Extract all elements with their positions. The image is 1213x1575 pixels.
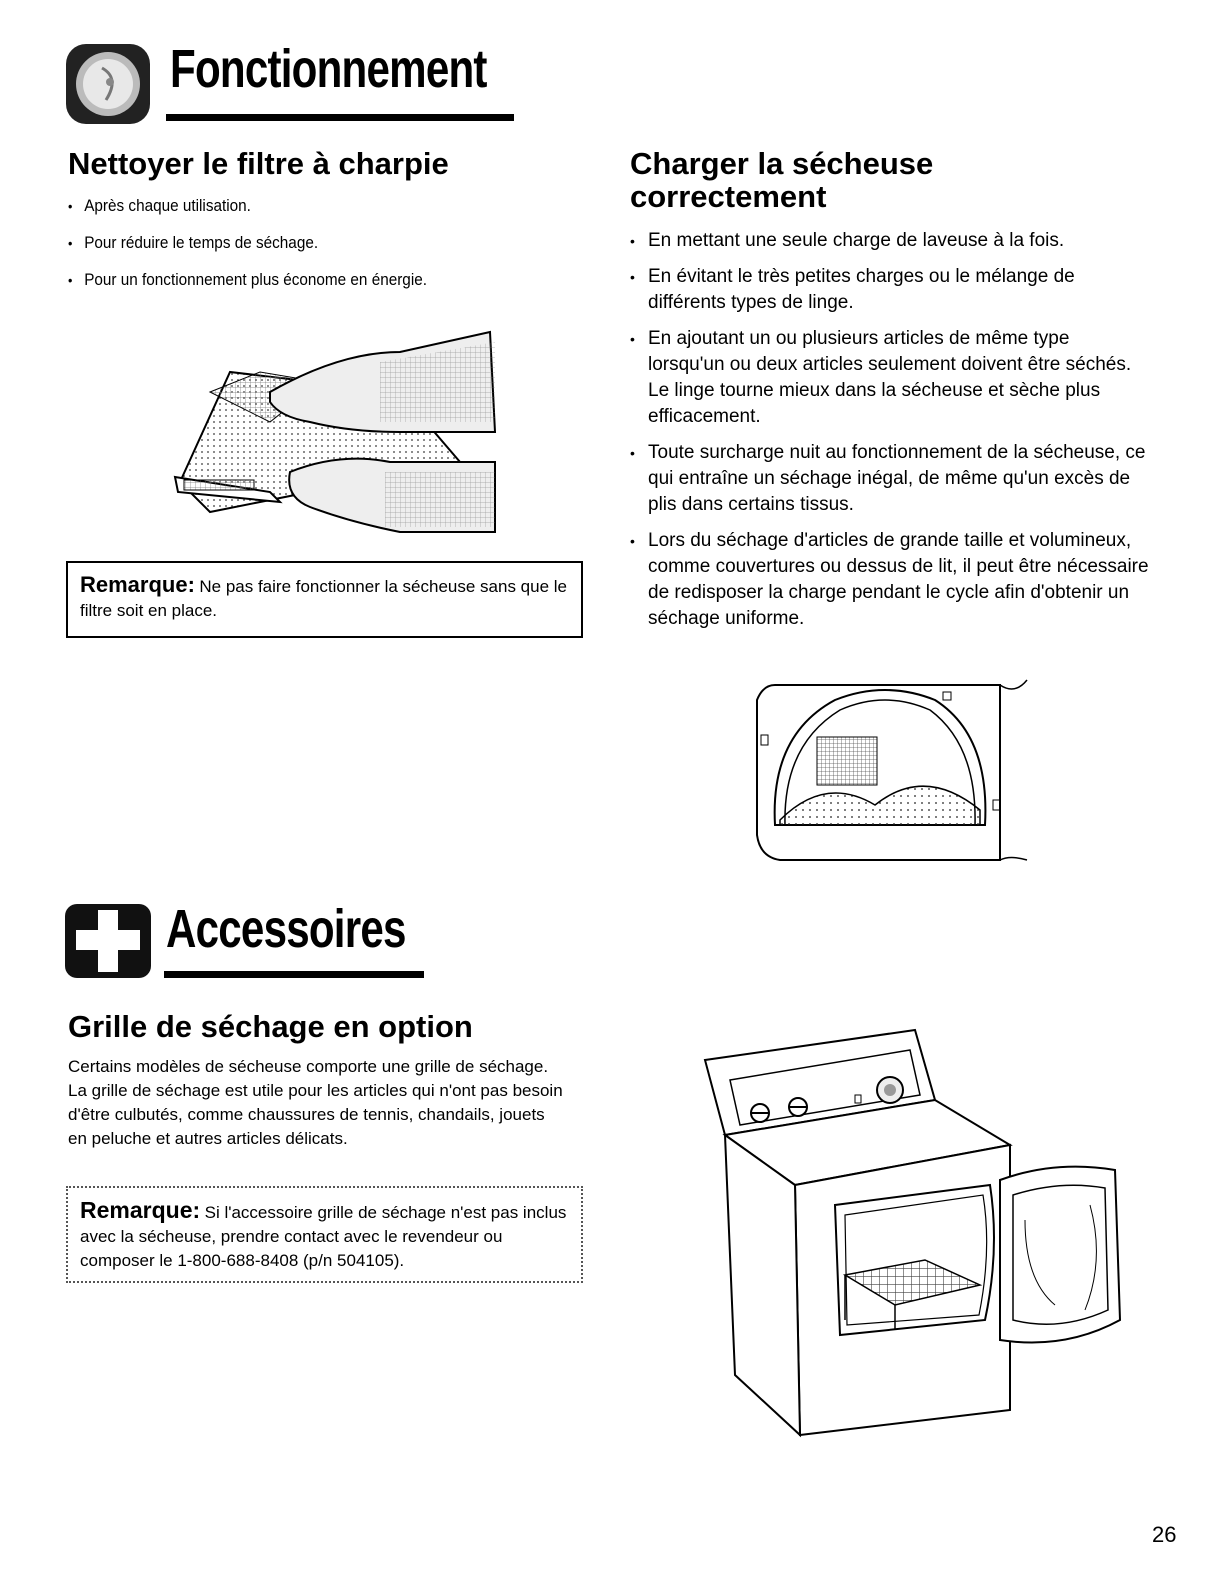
accessoires-rule [164, 971, 424, 978]
dryer-drum-illustration [745, 675, 1035, 865]
grille-body: Certains modèles de sécheuse comporte une grille de séchage. La grille de séchage est utile pour les articles qui n'ont pas besoin d'être culbutés, comme chaussures de tennis, chandails, jouets en peluche et autres articles délicats. [68, 1057, 563, 1148]
plus-cross-icon [62, 898, 154, 982]
filtre-note-box [66, 561, 583, 638]
charger-heading-line1: Charger la sécheuse [630, 146, 934, 181]
list-item: • En évitant le très petites charges ou le mélange de différents types de linge. [630, 264, 1150, 316]
note-text: Ne pas faire fonctionner la sécheuse sans que le filtre soit en place. [80, 577, 567, 620]
list-item: • En ajoutant un ou plusieurs articles de même type lorsqu'un ou deux articles seulement doivent être séchés. Le linge tourne mieux dans la sécheuse et sèche plus efficacement. [630, 326, 1150, 430]
note-text: Si l'accessoire grille de séchage n'est pas inclus avec la sécheuse, prendre contact avec le revendeur ou composer le 1-800-688-8408 (p/n 504105). [80, 1203, 567, 1270]
accessoires-title: Accessoires [166, 899, 406, 959]
filtre-bullet-list [68, 196, 588, 307]
fonctionnement-rule [166, 114, 514, 121]
charger-heading [630, 147, 933, 213]
list-item: • Toute surcharge nuit au fonctionnement de la sécheuse, ce qui entraîne un séchage inégal, de même qu'un excès de plis dans certains tissus. [630, 440, 1150, 518]
filtre-heading: Nettoyer le filtre à charpie [68, 146, 449, 181]
dryer-rack-illustration [695, 1020, 1130, 1455]
list-item: • Pour un fonctionnement plus économe en énergie. [68, 270, 536, 290]
list-item: • Après chaque utilisation. [68, 196, 536, 216]
charger-heading-line2: correctement [630, 179, 827, 214]
list-item: • Pour réduire le temps de séchage. [68, 233, 536, 253]
accessoires-icon [62, 898, 154, 982]
dryer-drum-icon [62, 38, 154, 130]
grille-note-box [66, 1186, 583, 1283]
lint-filter-illustration [170, 312, 500, 542]
charger-bullet-list [630, 228, 1150, 642]
fonctionnement-icon [62, 38, 154, 130]
note-label: Remarque: [80, 572, 195, 597]
fonctionnement-title: Fonctionnement [170, 39, 487, 99]
grille-heading: Grille de séchage en option [68, 1009, 473, 1044]
page-number: 26 [1152, 1522, 1177, 1547]
list-item: • En mettant une seule charge de laveuse à la fois. [630, 228, 1150, 254]
note-label: Remarque: [80, 1197, 201, 1223]
list-item: • Lors du séchage d'articles de grande taille et volumineux, comme couvertures ou dessus de lit, il peut être nécessaire de redisposer la charge pendant le cycle afin d'obtenir un séchage uniforme. [630, 528, 1150, 632]
